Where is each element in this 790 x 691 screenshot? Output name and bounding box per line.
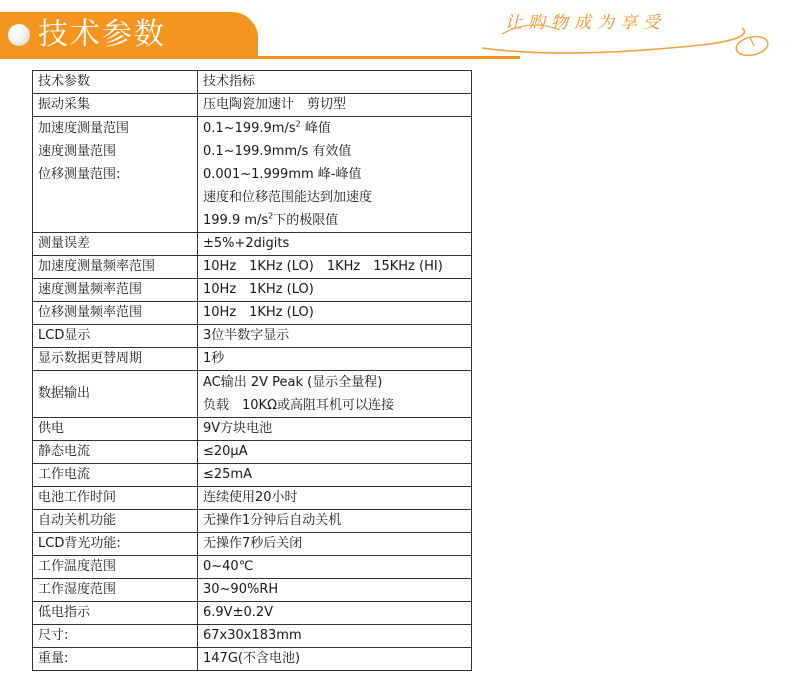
table-row	[33, 487, 472, 510]
displacement-range-value: 0.001~1.999mm 峰-峰值	[203, 167, 362, 182]
accel-range-value: $0.1\sim 199.9m/s^2$ 峰值	[203, 119, 331, 136]
spec-table	[32, 70, 472, 671]
row-label: 位移测量频率范围	[33, 302, 198, 325]
row-label: 位移测量范围:	[38, 167, 121, 182]
table-row	[33, 348, 472, 371]
header-spec: 技术指标	[198, 71, 472, 94]
row-label: 显示数据更替周期	[33, 348, 198, 371]
slogan-text: 让购物成为享受	[505, 13, 666, 33]
table-row	[33, 418, 472, 441]
table-row	[33, 464, 472, 487]
row-value: 10Hz 1KHz (LO) 1KHz 15KHz (HI)	[198, 256, 472, 279]
row-value: 连续使用20小时	[198, 487, 472, 510]
row-value: ≤20μA	[198, 441, 472, 464]
range-values-cell	[198, 117, 472, 233]
table-row	[33, 94, 472, 117]
row-value: ≤25mA	[198, 464, 472, 487]
range-note: 速度和位移范围能达到加速度	[203, 190, 373, 205]
row-value: 无操作1分钟后自动关机	[198, 510, 472, 533]
output-line-1: AC输出 2V Peak (显示全量程)	[203, 375, 383, 390]
row-label: 加速度测量范围	[38, 121, 130, 136]
table-row	[33, 279, 472, 302]
row-value: 10Hz 1KHz (LO)	[198, 279, 472, 302]
table-row-output	[33, 371, 472, 418]
table-row	[33, 325, 472, 348]
header-param: 技术参数	[33, 71, 198, 94]
table-row	[33, 579, 472, 602]
table-row	[33, 256, 472, 279]
output-values-cell	[198, 371, 472, 418]
table-row	[33, 533, 472, 556]
row-label: LCD背光功能:	[33, 533, 198, 556]
row-label: 振动采集	[33, 94, 198, 117]
row-label: 自动关机功能	[33, 510, 198, 533]
row-value: 0~40℃	[198, 556, 472, 579]
range-note-2: 199.9 $m/s^2$下的极限值	[203, 211, 339, 228]
row-value: 6.9V±0.2V	[198, 602, 472, 625]
row-label: 重量:	[33, 648, 198, 671]
table-row	[33, 441, 472, 464]
row-label: 加速度测量频率范围	[33, 256, 198, 279]
row-label: 低电指示	[33, 602, 198, 625]
row-value: 压电陶瓷加速计 剪切型	[198, 94, 472, 117]
output-line-2: 负载 10KΩ或高阻耳机可以连接	[203, 398, 395, 413]
row-label: 测量误差	[33, 233, 198, 256]
row-value: 3位半数字显示	[198, 325, 472, 348]
row-value: 10Hz 1KHz (LO)	[198, 302, 472, 325]
bullet-orb-icon	[8, 24, 30, 46]
row-label: 工作电流	[33, 464, 198, 487]
table-row	[33, 602, 472, 625]
row-label: 速度测量范围	[38, 144, 117, 159]
row-label: 工作温度范围	[33, 556, 198, 579]
row-label: 供电	[33, 418, 198, 441]
table-row	[33, 648, 472, 671]
row-label: 尺寸:	[33, 625, 198, 648]
row-label: 工作湿度范围	[33, 579, 198, 602]
table-row	[33, 625, 472, 648]
section-title: 技术参数	[38, 17, 166, 52]
table-row	[33, 302, 472, 325]
row-label: 静态电流	[33, 441, 198, 464]
table-header-row	[33, 71, 472, 94]
table-row	[33, 233, 472, 256]
row-value: 147G(不含电池)	[198, 648, 472, 671]
row-value: 无操作7秒后关闭	[198, 533, 472, 556]
row-value: ±5%+2digits	[198, 233, 472, 256]
table-row	[33, 510, 472, 533]
row-value: 1秒	[198, 348, 472, 371]
row-label: 数据输出	[33, 371, 198, 418]
section-header	[0, 0, 790, 62]
table-row	[33, 556, 472, 579]
row-label: 速度测量频率范围	[33, 279, 198, 302]
row-label: LCD显示	[33, 325, 198, 348]
row-label: 电池工作时间	[33, 487, 198, 510]
row-value: 9V方块电池	[198, 418, 472, 441]
range-labels-cell	[33, 117, 198, 233]
table-row-ranges	[33, 117, 472, 233]
row-value: 30~90%RH	[198, 579, 472, 602]
velocity-range-value: 0.1~199.9mm/s 有效值	[203, 144, 352, 159]
row-value: 67x30x183mm	[198, 625, 472, 648]
